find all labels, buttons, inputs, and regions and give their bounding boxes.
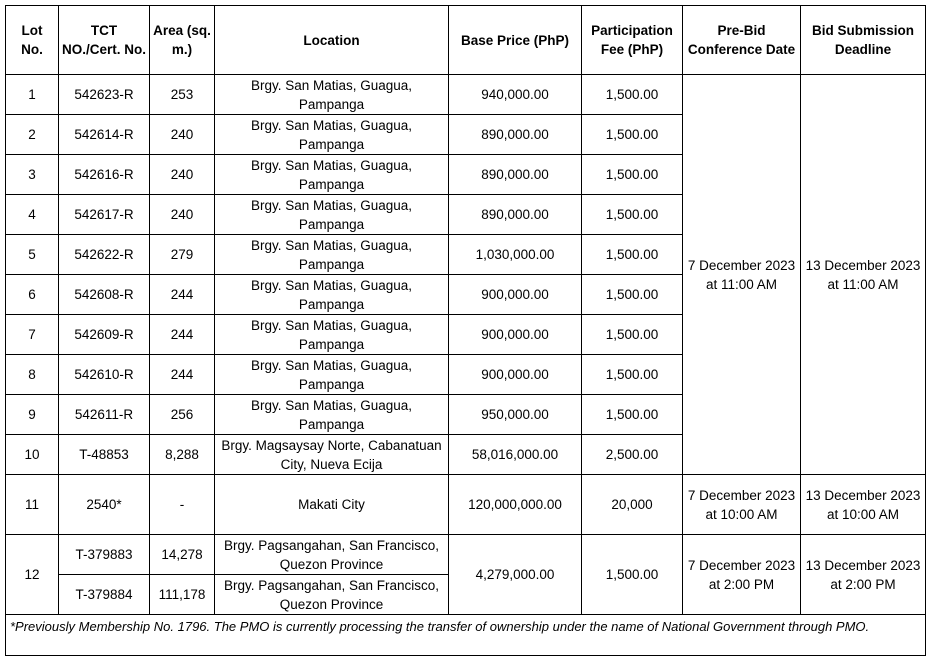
price-cell: 900,000.00 [449, 355, 582, 395]
lot-no-cell: 2 [6, 115, 59, 155]
fee-cell: 1,500.00 [582, 275, 683, 315]
fee-cell: 1,500.00 [582, 535, 683, 615]
tct-cell: 542610-R [59, 355, 150, 395]
lot-no-cell: 8 [6, 355, 59, 395]
area-cell: 244 [150, 315, 215, 355]
location-cell: Brgy. Magsaysay Norte, Cabanatuan City, Nueva Ecija [215, 435, 449, 475]
fee-cell: 1,500.00 [582, 155, 683, 195]
area-cell: 240 [150, 155, 215, 195]
pre-bid-date-cell: 7 December 2023 at 10:00 AM [683, 475, 801, 535]
tct-cell: 542622-R [59, 235, 150, 275]
fee-cell: 1,500.00 [582, 75, 683, 115]
price-cell: 890,000.00 [449, 195, 582, 235]
lots-table [5, 5, 926, 656]
header-tct-no: TCT NO./Cert. No. [59, 6, 150, 75]
lot-no-cell: 10 [6, 435, 59, 475]
tct-cell: 542608-R [59, 275, 150, 315]
price-cell: 890,000.00 [449, 155, 582, 195]
table-row [6, 475, 926, 535]
tct-cell: 542609-R [59, 315, 150, 355]
location-cell: Brgy. San Matias, Guagua, Pampanga [215, 315, 449, 355]
area-cell: 253 [150, 75, 215, 115]
header-participation-fee: Participation Fee (PhP) [582, 6, 683, 75]
tct-cell: T-379884 [59, 575, 150, 615]
tct-cell: 2540* [59, 475, 150, 535]
fee-cell: 20,000 [582, 475, 683, 535]
bid-deadline-cell: 13 December 2023 at 2:00 PM [801, 535, 926, 615]
area-cell: 279 [150, 235, 215, 275]
price-cell: 950,000.00 [449, 395, 582, 435]
lot-no-cell: 9 [6, 395, 59, 435]
lot-no-cell: 5 [6, 235, 59, 275]
lot-no-cell: 3 [6, 155, 59, 195]
pre-bid-date-cell: 7 December 2023 at 11:00 AM [683, 75, 801, 475]
location-cell: Brgy. San Matias, Guagua, Pampanga [215, 195, 449, 235]
bid-deadline-cell: 13 December 2023 at 11:00 AM [801, 75, 926, 475]
price-cell: 890,000.00 [449, 115, 582, 155]
table-row [6, 75, 926, 115]
location-cell: Brgy. San Matias, Guagua, Pampanga [215, 235, 449, 275]
price-cell: 120,000,000.00 [449, 475, 582, 535]
area-cell: - [150, 475, 215, 535]
lot-no-cell: 12 [6, 535, 59, 615]
tct-cell: 542617-R [59, 195, 150, 235]
price-cell: 900,000.00 [449, 275, 582, 315]
price-cell: 1,030,000.00 [449, 235, 582, 275]
location-cell: Brgy. San Matias, Guagua, Pampanga [215, 155, 449, 195]
area-cell: 240 [150, 195, 215, 235]
location-cell: Brgy. San Matias, Guagua, Pampanga [215, 395, 449, 435]
fee-cell: 1,500.00 [582, 395, 683, 435]
tct-cell: 542614-R [59, 115, 150, 155]
fee-cell: 1,500.00 [582, 195, 683, 235]
area-cell: 111,178 [150, 575, 215, 615]
location-cell: Brgy. San Matias, Guagua, Pampanga [215, 355, 449, 395]
location-cell: Brgy. San Matias, Guagua, Pampanga [215, 75, 449, 115]
bid-deadline-cell: 13 December 2023 at 10:00 AM [801, 475, 926, 535]
tct-cell: 542616-R [59, 155, 150, 195]
price-cell: 940,000.00 [449, 75, 582, 115]
area-cell: 14,278 [150, 535, 215, 575]
price-cell: 4,279,000.00 [449, 535, 582, 615]
area-cell: 8,288 [150, 435, 215, 475]
lot-no-cell: 6 [6, 275, 59, 315]
tct-cell: T-48853 [59, 435, 150, 475]
header-bid-deadline: Bid Submission Deadline [801, 6, 926, 75]
fee-cell: 1,500.00 [582, 355, 683, 395]
location-cell: Makati City [215, 475, 449, 535]
fee-cell: 1,500.00 [582, 235, 683, 275]
lot-no-cell: 4 [6, 195, 59, 235]
footnote-row [6, 615, 926, 656]
fee-cell: 2,500.00 [582, 435, 683, 475]
header-location: Location [215, 6, 449, 75]
fee-cell: 1,500.00 [582, 315, 683, 355]
location-cell: Brgy. Pagsangahan, San Francisco, Quezon Province [215, 535, 449, 575]
table-row [6, 535, 926, 575]
lot-no-cell: 1 [6, 75, 59, 115]
tct-cell: T-379883 [59, 535, 150, 575]
header-pre-bid-date: Pre-Bid Conference Date [683, 6, 801, 75]
tct-cell: 542623-R [59, 75, 150, 115]
header-row [6, 6, 926, 75]
header-base-price: Base Price (PhP) [449, 6, 582, 75]
lot-no-cell: 11 [6, 475, 59, 535]
header-lot-no: Lot No. [6, 6, 59, 75]
area-cell: 244 [150, 275, 215, 315]
area-cell: 256 [150, 395, 215, 435]
fee-cell: 1,500.00 [582, 115, 683, 155]
pre-bid-date-cell: 7 December 2023 at 2:00 PM [683, 535, 801, 615]
location-cell: Brgy. Pagsangahan, San Francisco, Quezon Province [215, 575, 449, 615]
area-cell: 244 [150, 355, 215, 395]
price-cell: 900,000.00 [449, 315, 582, 355]
tct-cell: 542611-R [59, 395, 150, 435]
price-cell: 58,016,000.00 [449, 435, 582, 475]
lot-no-cell: 7 [6, 315, 59, 355]
header-area: Area (sq. m.) [150, 6, 215, 75]
footnote: *Previously Membership No. 1796. The PMO is currently processing the transfer of ownership under the name of National Government through PMO. [6, 615, 926, 656]
location-cell: Brgy. San Matias, Guagua, Pampanga [215, 115, 449, 155]
location-cell: Brgy. San Matias, Guagua, Pampanga [215, 275, 449, 315]
area-cell: 240 [150, 115, 215, 155]
